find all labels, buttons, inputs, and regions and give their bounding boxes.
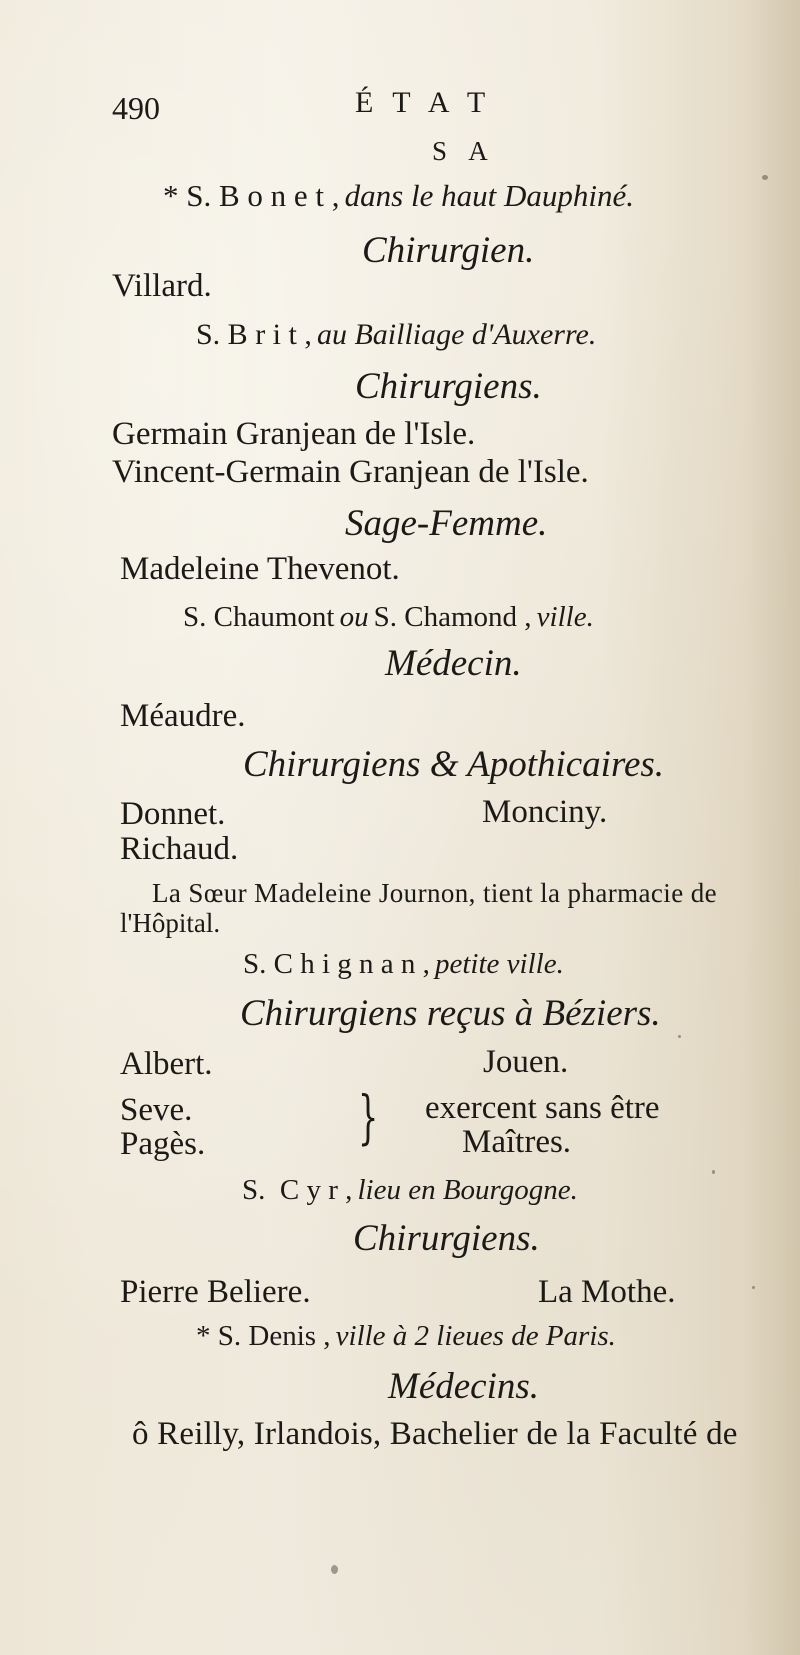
- section-letters: S A: [432, 136, 496, 166]
- note-line: exercent sans être: [425, 1090, 660, 1126]
- category-heading: Chirurgiens.: [355, 366, 542, 407]
- category-heading: Chirurgiens reçus à Béziers.: [240, 993, 661, 1034]
- practitioner-name: Madeleine Thevenot.: [120, 551, 400, 587]
- entry-heading-chignan: [243, 950, 564, 979]
- note-line: La Sœur Madeleine Journon, tient la pharmacie de: [152, 878, 718, 908]
- brace-symbol: }: [358, 1083, 379, 1151]
- practitioner-name: Pagès.: [120, 1126, 206, 1162]
- paper-speck: [331, 1565, 338, 1574]
- place-description: ville à 2 lieues de Paris.: [335, 1320, 616, 1352]
- note-line: l'Hôpital.: [120, 908, 221, 938]
- practitioner-name: Jouen.: [483, 1044, 569, 1080]
- practitioner-name: Monciny.: [482, 794, 608, 830]
- paper-speck: [678, 1035, 681, 1038]
- category-heading: Sage-Femme.: [345, 503, 548, 544]
- practitioner-name: Vincent-Germain Granjean de l'Isle.: [112, 454, 589, 490]
- place-description: petite ville.: [435, 948, 564, 980]
- place-name: S. C y r ,: [242, 1174, 353, 1206]
- entry-heading-bonet: [163, 180, 634, 211]
- paper-speck: [752, 1286, 755, 1289]
- note-line: Maîtres.: [462, 1124, 572, 1160]
- running-title: É T A T: [355, 86, 492, 119]
- category-heading: Chirurgiens.: [353, 1218, 540, 1259]
- place-name-alt: S. Chamond ,: [373, 601, 532, 633]
- practitioner-name: Pierre Beliere.: [120, 1274, 311, 1310]
- practitioner-name: Donnet.: [120, 796, 226, 832]
- category-heading: Chirurgien.: [362, 230, 535, 271]
- place-description: ville.: [536, 601, 594, 633]
- place-description: dans le haut Dauphiné.: [344, 178, 634, 213]
- place-name: S. Chaumont: [183, 601, 335, 633]
- place-description: au Bailliage d'Auxerre.: [316, 318, 597, 351]
- entry-heading-chaumont: [183, 603, 594, 632]
- practitioner-name: Seve.: [120, 1092, 193, 1128]
- entry-heading-brit: [196, 320, 596, 350]
- place-name: S. C h i g n a n ,: [243, 948, 430, 980]
- entry-heading-denis: [196, 1322, 616, 1351]
- category-heading: Chirurgiens & Apothicaires.: [243, 744, 665, 785]
- practitioner-name: Villard.: [112, 268, 212, 304]
- practitioner-name: Albert.: [120, 1046, 213, 1082]
- practitioner-name: Germain Granjean de l'Isle.: [112, 416, 476, 452]
- place-name: * S. B o n e t ,: [163, 178, 340, 213]
- category-heading: Médecins.: [388, 1366, 540, 1407]
- place-name: S. B r i t ,: [196, 318, 312, 351]
- practitioner-name: Méaudre.: [120, 698, 246, 734]
- practitioner-name: La Mothe.: [538, 1274, 676, 1310]
- entry-heading-cyr: [242, 1176, 578, 1205]
- conjunction: ou: [339, 601, 369, 633]
- paper-speck: [762, 175, 768, 180]
- place-description: lieu en Bourgogne.: [357, 1174, 578, 1206]
- practitioner-name: ô Reilly, Irlandois, Bachelier de la Faculté de: [132, 1416, 738, 1452]
- category-heading: Médecin.: [385, 643, 522, 684]
- practitioner-name: Richaud.: [120, 831, 239, 867]
- paper-speck: [712, 1170, 715, 1174]
- page-number: 490: [112, 90, 160, 126]
- place-name: * S. Denis ,: [196, 1320, 331, 1352]
